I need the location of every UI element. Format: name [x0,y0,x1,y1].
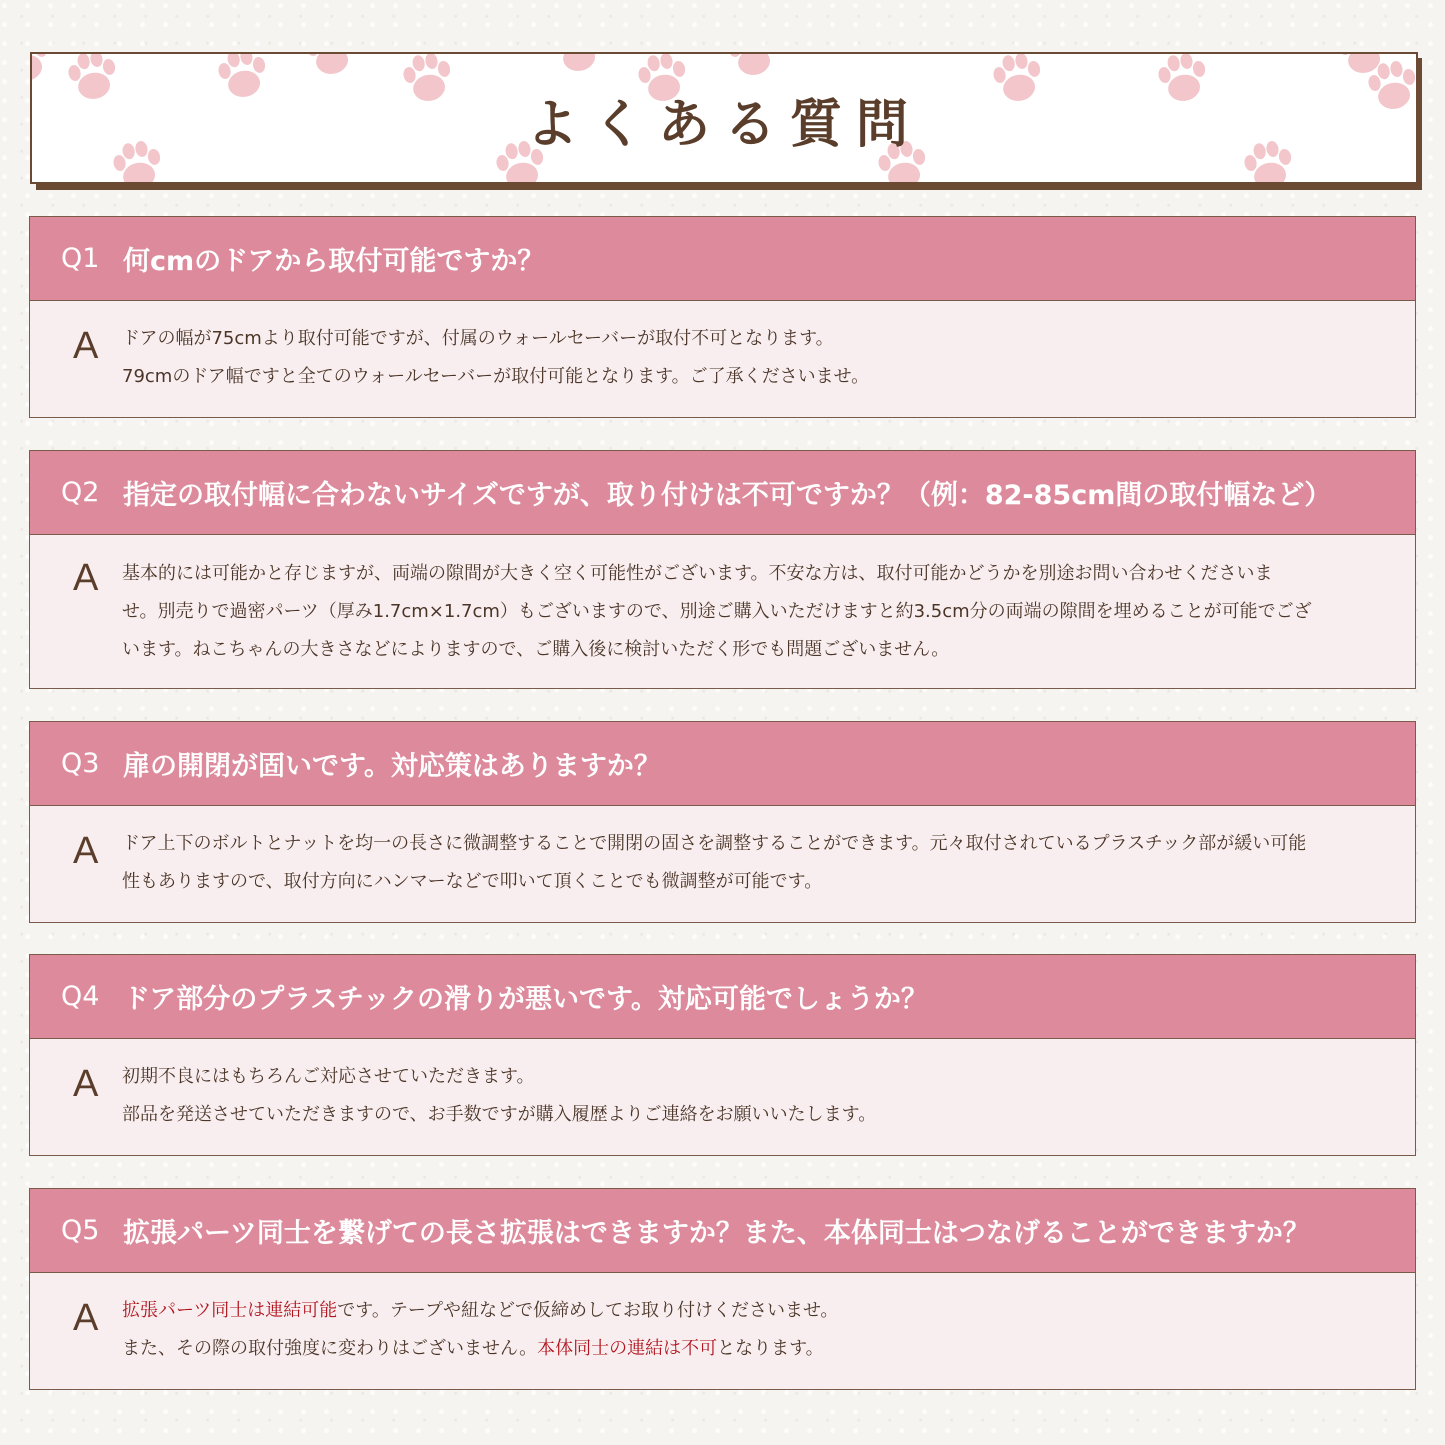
answer-line: 79cmのドア幅ですと全てのウォールセーバーが取付可能となります。ご了承くださいませ。 [122,366,870,387]
page-title: よくある質問 [525,95,922,155]
answer-fragment: となります。 [717,1338,824,1359]
question-bar [30,217,1415,301]
answer-body [30,535,1415,688]
answer-line: 部品を発送させていただきますので、お手数ですが購入履歴よりご連絡をお願いいたします。 [122,1104,877,1125]
answer-line: 基本的には可能かと存じますが、両端の隙間が大きく空く可能性がございます。不安な方は、取付可能かどうかを別途お問い合わせくださいま [122,563,1273,584]
answer-mark: A [73,325,99,367]
answer-body [30,301,1415,417]
answer-text [122,1292,1385,1368]
question-number: Q3 [61,748,100,779]
title-banner [30,52,1418,184]
answer-line: せ。別売りで過密パーツ（厚み1.7cm×1.7cm）もございますので、別途ご購入いただけますと約3.5cm分の両端の隙間を埋めることが可能でござ [122,601,1312,622]
paw-icon [304,54,358,78]
answer-mark: A [73,1297,99,1339]
answer-line: ドアの幅が75cmより取付可能ですが、付属のウォールセーバーが取付不可となります。 [122,328,834,349]
answer-text [122,555,1385,669]
answer-text [122,825,1385,901]
answer-fragment: です。テープや紐などで仮締めしてお取り付けくださいませ。 [337,1300,839,1321]
faq-item [29,721,1416,923]
answer-mark: A [73,830,99,872]
answer-text [122,320,1385,396]
answer-line [122,1330,1385,1368]
question-text: 何cmのドアから取付可能ですか？ [123,246,545,277]
question-text: 扉の開閉が固いです。対応策はありますか？ [123,751,661,782]
question-text: 拡張パーツ同士を繋げての長さ拡張はできますか？また、本体同士はつなげることができますか？ [123,1218,1310,1249]
highlighted-text: 本体同士の連結は不可 [537,1338,718,1359]
question-bar [30,451,1415,535]
question-number: Q4 [61,981,100,1012]
question-number: Q5 [61,1215,100,1246]
answer-line: 性もありますので、取付方向にハンマーなどで叩いて頂くことでも微調整が可能です。 [122,871,823,892]
paw-icon [32,54,52,85]
answer-fragment: また、その際の取付強度に変わりはございません。 [122,1338,538,1359]
question-bar [30,1189,1415,1273]
faq-item [29,954,1416,1156]
faq-item [29,1188,1416,1390]
question-bar [30,722,1415,806]
answer-body [30,806,1415,922]
answer-mark: A [73,1063,99,1105]
question-number: Q2 [61,477,100,508]
answer-body [30,1273,1415,1389]
answer-body [30,1039,1415,1155]
faq-item [29,216,1416,418]
question-text: ドア部分のプラスチックの滑りが悪いです。対応可能でしょうか？ [123,984,928,1015]
answer-line [122,1292,1385,1330]
paw-icon [726,54,780,79]
paw-icon [551,54,605,75]
answer-text [122,1058,1385,1134]
question-text: 指定の取付幅に合わないサイズですが、取り付けは不可ですか？（例：82-85cm間の取付幅など） [123,480,1332,511]
faq-item [29,450,1416,689]
answer-mark: A [73,557,99,599]
answer-line: ドア上下のボルトとナットを均一の長さに微調整することで開閉の固さを調整することができます。元々取付されているプラスチック部が緩い可能 [122,833,1307,854]
highlighted-text: 拡張パーツ同士は連結可能 [122,1300,338,1321]
question-bar [30,955,1415,1039]
answer-line: います。ねこちゃんの大きさなどによりますので、ご購入後に検討いただく形でも問題ございません。 [122,639,950,660]
question-number: Q1 [61,243,100,274]
answer-line: 初期不良にはもちろんご対応させていただきます。 [122,1066,535,1087]
